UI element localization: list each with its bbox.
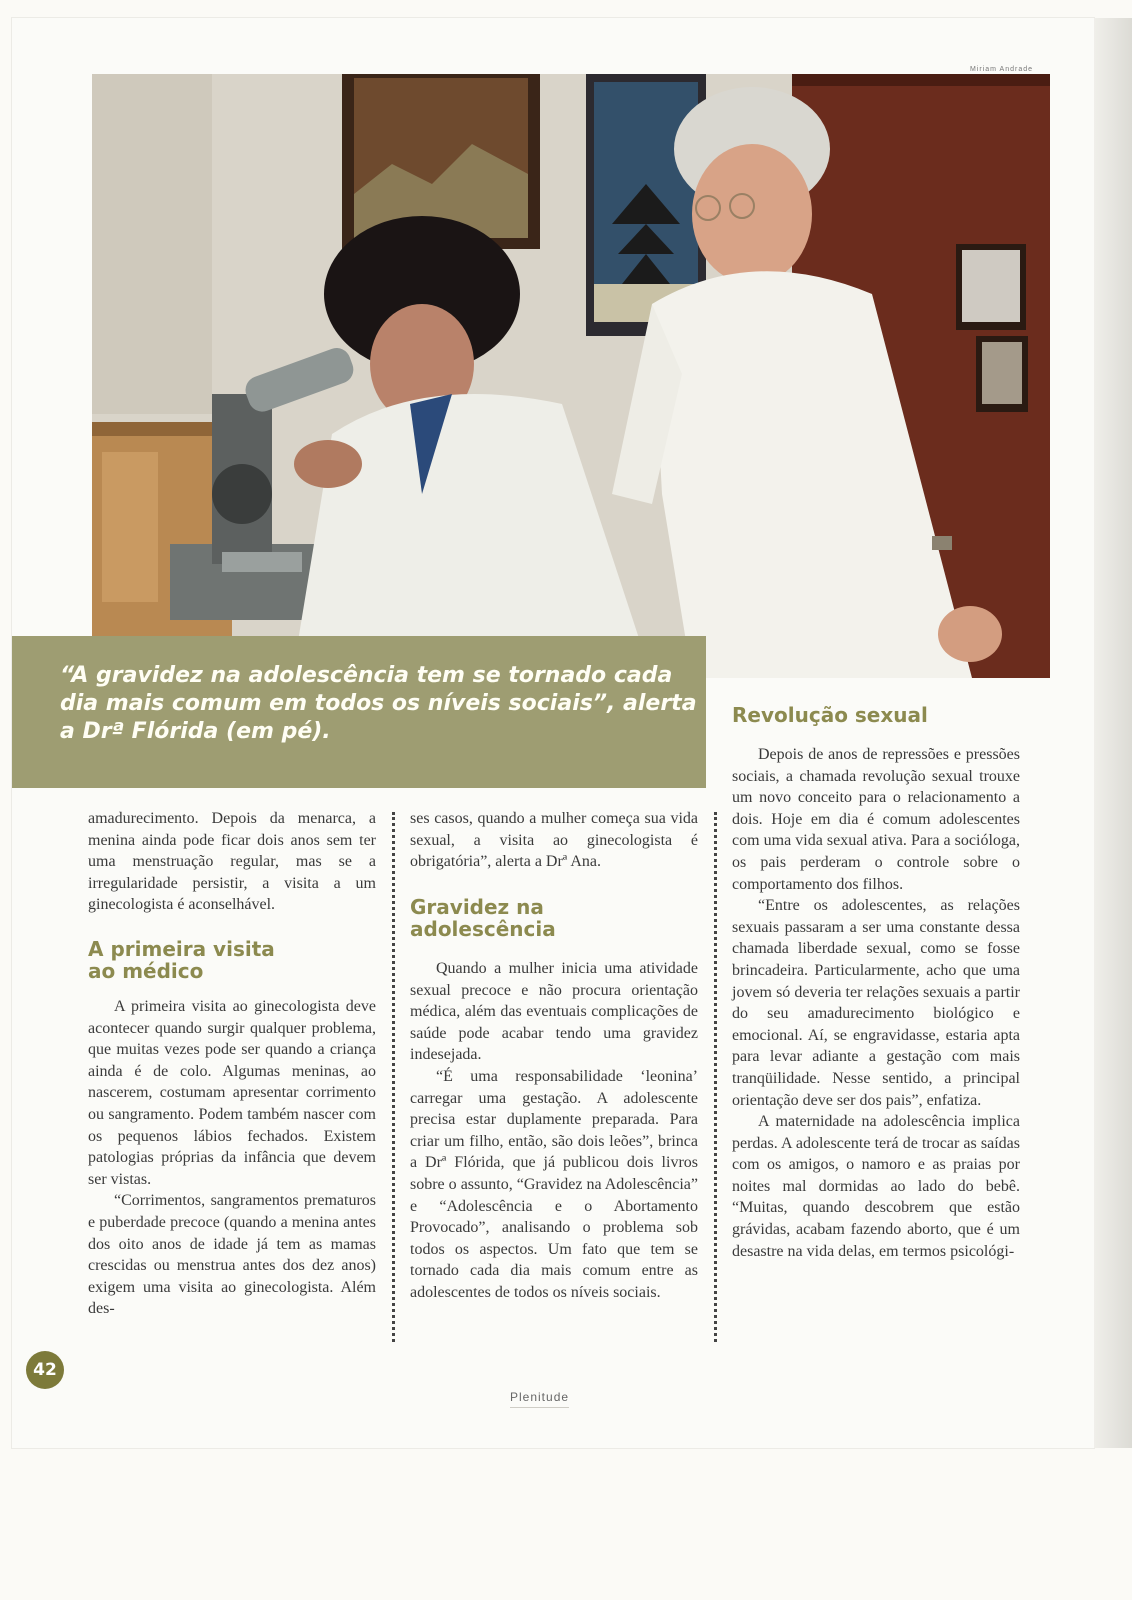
col2-intro [410,808,698,873]
page-fold-edge [1094,18,1132,1448]
col2-body [410,958,698,1304]
paragraph: Depois de anos de repressões e pressões sociais, a chamada revolução sexual trouxe um novo conceito para o relacionamento a dois. Hoje em dia é comum adolescentes com uma vida sexual ativa. Para a socióloga, os pais perderam o controle sobre o comportamento dos filhos. [732,746,1020,893]
column-divider [392,812,395,1342]
photo-caption: “A gravidez na adolescência tem se tornado cada dia mais comum em todos os níveis sociais”, alerta a Drª Flórida (em pé). [60,663,697,744]
heading-line: Gravidez na [410,895,544,919]
photo-credit: Miriam Andrade [970,66,1034,73]
photo-illustration [92,74,1050,678]
heading-revolucao-sexual [732,704,928,726]
col1-body [88,996,376,1320]
paragraph: “Entre os adolescentes, as relações sexuais passaram a ser uma constante dessa chamada liberdade sexual, como se fosse brincadeira. Particularmente, acho que uma jovem só deveria ter relações sexuais a partir do seu amadurecimento biológico e emocional. Aí, se engravidasse, estaria apta para levar adiante a gestação com mais tranqüilidade. Nesse sentido, a principal orientação deve ser dos pais”, enfatiza. [732,897,1020,1109]
heading-line: Revolução sexual [732,703,928,727]
paragraph: Quando a mulher inicia uma atividade sexual precoce e não procura orientação médica, além das eventuais complicações de saúde pode acabar tendo uma gravidez indesejada. [410,960,698,1064]
paragraph: A maternidade na adolescência implica perdas. A adolescente terá de trocar as saídas com os amigos, o namoro e as praias por noites mal dormidas ao lado do bebê. “Muitas, quando descobrem que estão grávidas, acabam fazendo aborto, que é um desastre na vida delas, em termos psicológi- [732,1113,1020,1260]
paragraph: A primeira visita ao ginecologista deve acontecer quando surgir qualquer problema, que muitas vezes pode ser quando a criança ainda é de colo. Algumas meninas, ao nascerem, costumam apresentar corrimento ou sangramento. Podem também nascer com os pequenos lábios fechados. Existem patologias próprias da infância que devem ser vistas. [88,998,376,1188]
heading-line: adolescência [410,917,556,941]
col1-intro [88,808,376,916]
heading-line: A primeira visita [88,937,275,961]
magazine-footer [510,1390,569,1408]
heading-gravidez-adolescencia [410,896,556,940]
paragraph: “Corrimentos, sangramentos prematuros e puberdade precoce (quando a menina antes dos oito anos de idade já tem as mamas crescidas ou menstrua antes dos dez anos) exigem uma visita ao ginecologista. Além des- [88,1192,376,1318]
page-number: 42 [26,1351,64,1389]
article-photo [92,74,1050,678]
heading-primeira-visita [88,938,275,982]
heading-line: ao médico [88,959,204,983]
col1-intro-paragraph: amadurecimento. Depois da menarca, a menina ainda pode ficar dois anos sem ter uma menstruação regular, mas se a irregularidade persistir, a visita a um ginecologista é aconselhável. [88,810,376,914]
magazine-name: Plenitude [510,1390,570,1404]
paragraph: “É uma responsabilidade ‘leonina’ carregar uma gestação. A adolescente precisa estar duplamente preparada. Para criar um filho, então, são dois leões”, brinca a Drª Flórida, que já publicou dois livros sobre o assunto, “Gravidez na Adolescência” e “Adolescência e o Abortamento Provocado”, analisando o problema sob todos os aspectos. Um fato que tem se tornado cada dia mais comum entre as adolescentes de todos os níveis sociais. [410,1067,698,1301]
col3-body [732,744,1020,1262]
footer-rule [510,1407,569,1408]
col2-intro-paragraph: ses casos, quando a mulher começa sua vida sexual, a visita ao ginecologista é obrigatória”, alerta a Drª Ana. [410,810,698,871]
column-divider [714,812,717,1342]
